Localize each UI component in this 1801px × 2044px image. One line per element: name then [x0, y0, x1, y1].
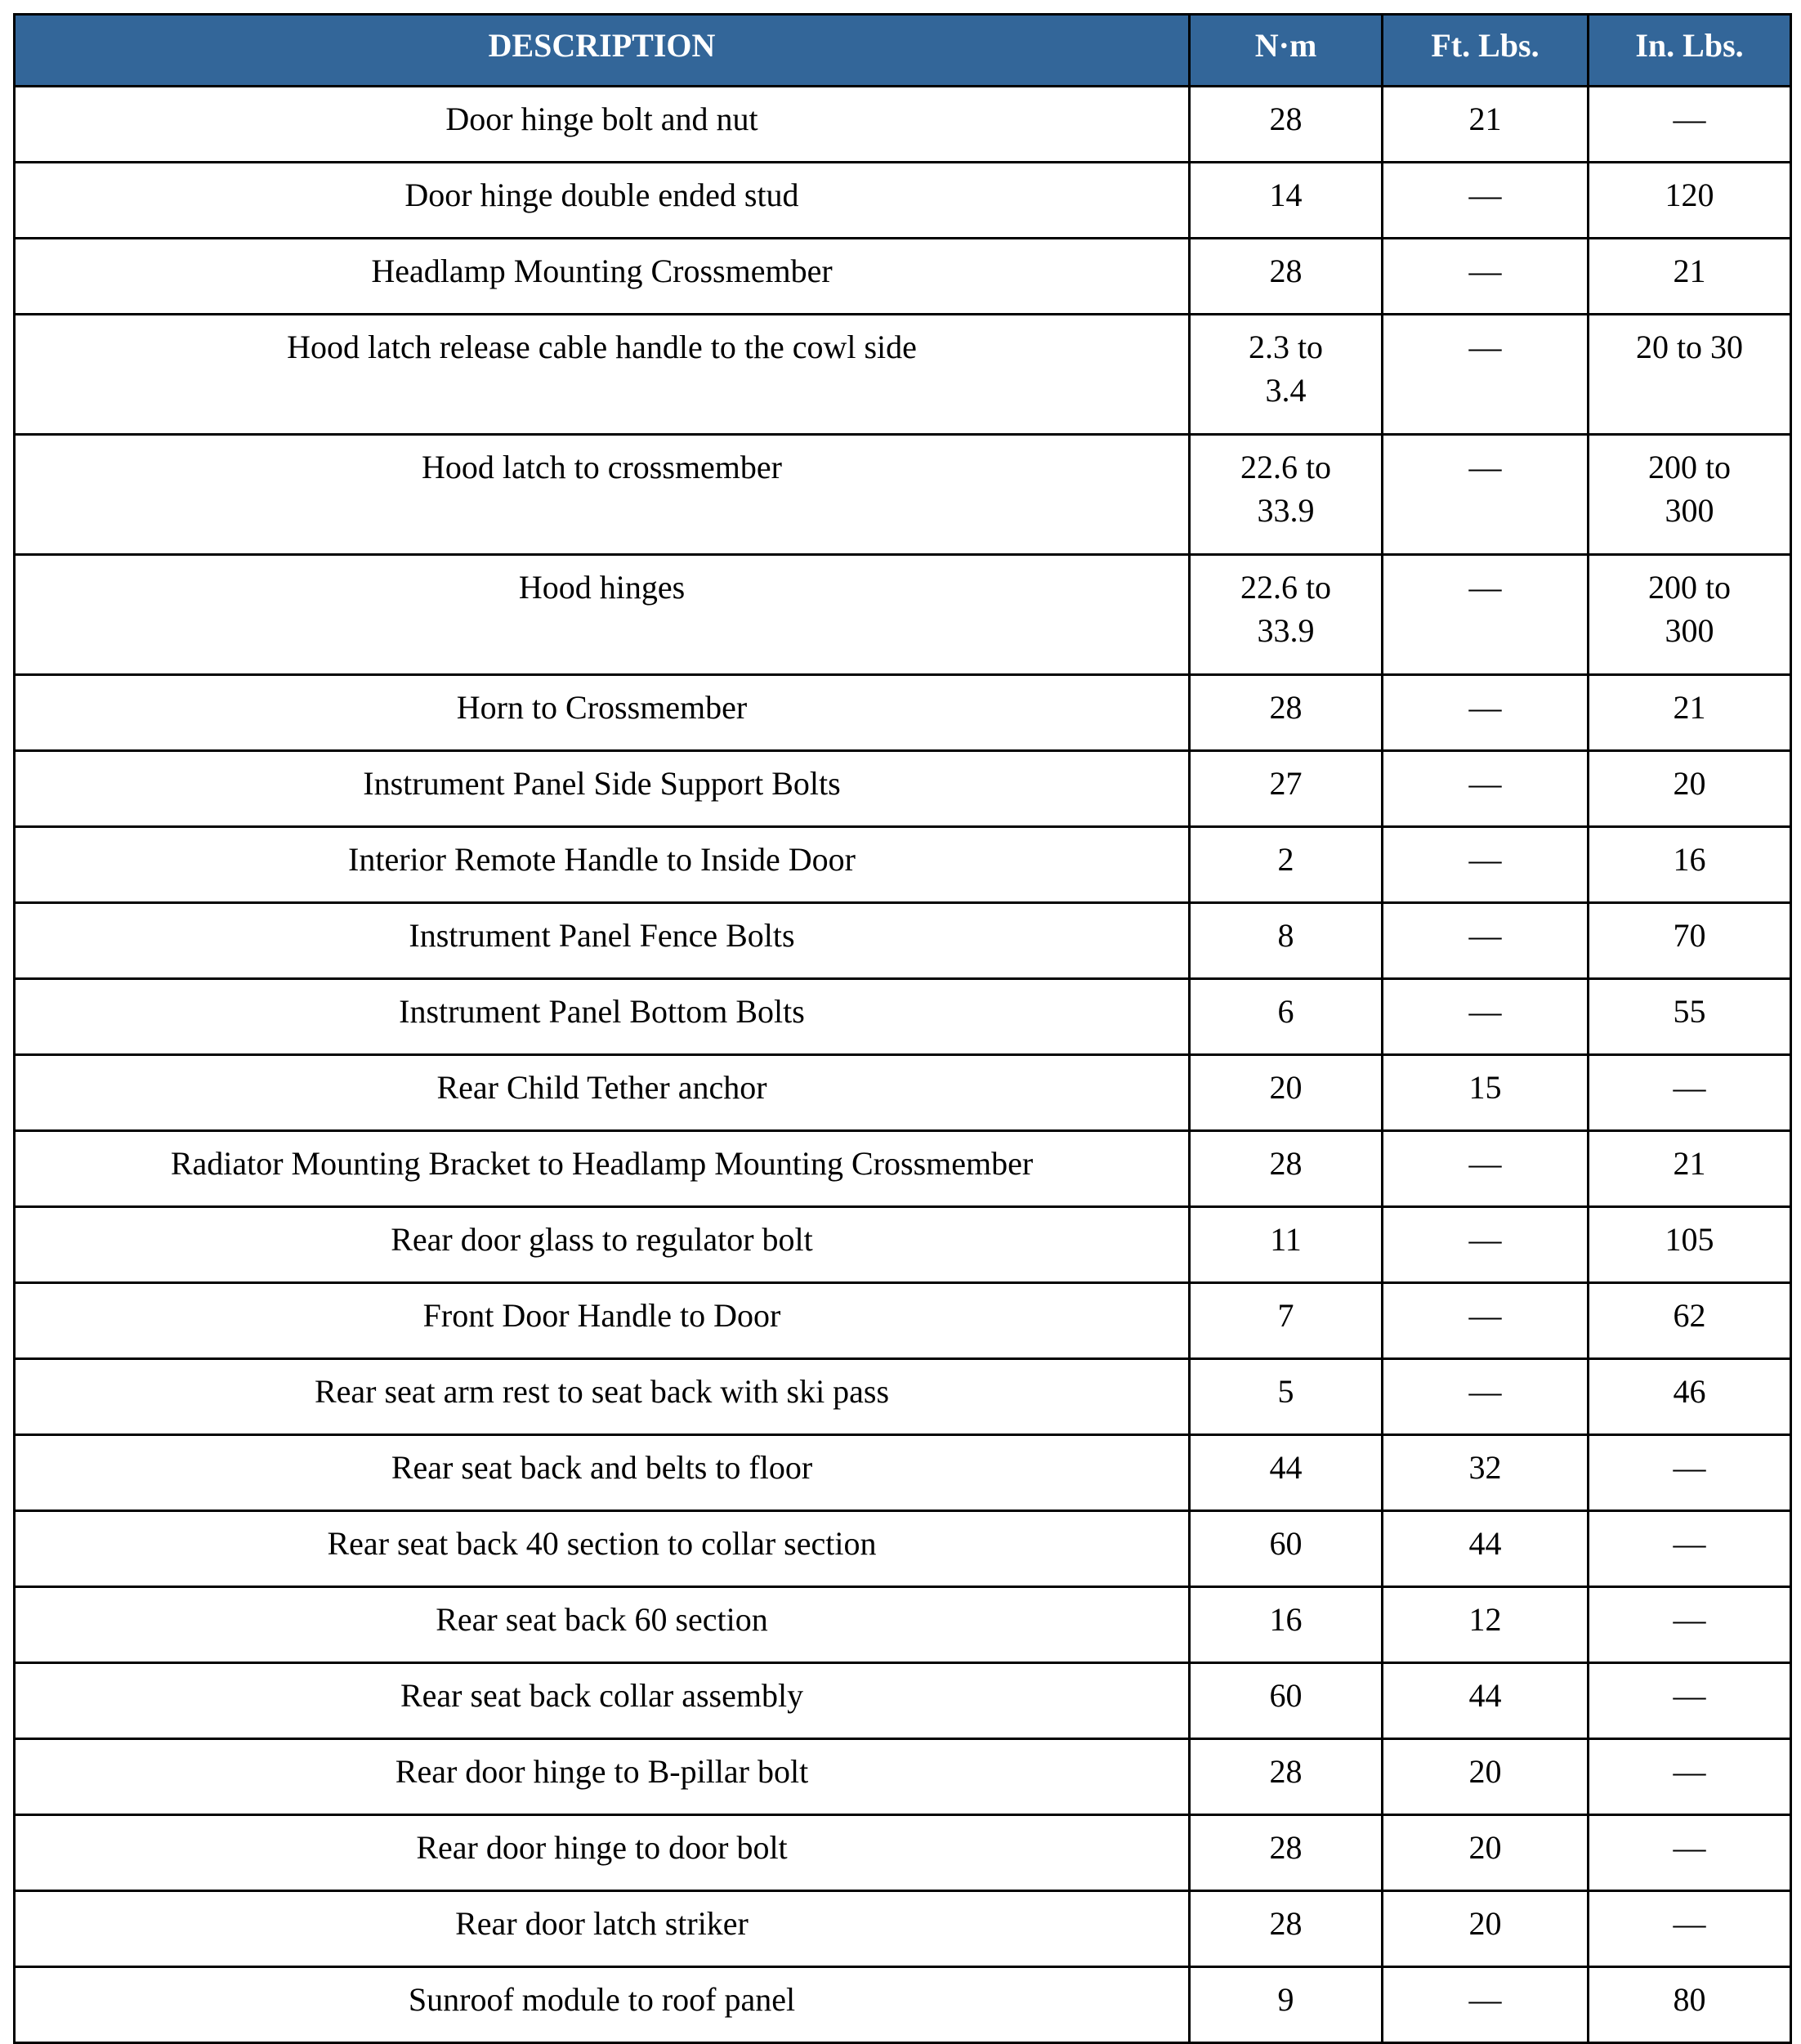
header-inch-pounds: In. Lbs. — [1589, 15, 1791, 87]
table-row — [15, 1207, 1791, 1283]
cell-inch-pounds: — — [1589, 1587, 1791, 1663]
cell-description: Rear door glass to regulator bolt — [15, 1207, 1190, 1283]
cell-foot-pounds: — — [1383, 675, 1589, 751]
cell-description: Hood latch release cable handle to the cowl side — [15, 315, 1190, 435]
cell-foot-pounds: — — [1383, 163, 1589, 239]
cell-foot-pounds: — — [1383, 315, 1589, 435]
cell-inch-pounds: 200 to 300 — [1589, 555, 1791, 675]
cell-description: Hood hinges — [15, 555, 1190, 675]
cell-newton-meters: 11 — [1190, 1207, 1383, 1283]
header-newton-meters: N·m — [1190, 15, 1383, 87]
cell-inch-pounds: 200 to 300 — [1589, 435, 1791, 555]
cell-inch-pounds: 46 — [1589, 1359, 1791, 1435]
cell-newton-meters: 5 — [1190, 1359, 1383, 1435]
table-row — [15, 87, 1791, 163]
cell-foot-pounds: — — [1383, 435, 1589, 555]
table-row — [15, 1891, 1791, 1967]
cell-description: Sunroof module to roof panel — [15, 1967, 1190, 2043]
table-row — [15, 435, 1791, 555]
cell-inch-pounds: — — [1589, 1435, 1791, 1511]
cell-inch-pounds: — — [1589, 1055, 1791, 1131]
cell-newton-meters: 9 — [1190, 1967, 1383, 2043]
cell-newton-meters: 60 — [1190, 1663, 1383, 1739]
cell-newton-meters: 28 — [1190, 1739, 1383, 1815]
cell-newton-meters: 44 — [1190, 1435, 1383, 1511]
cell-newton-meters: 8 — [1190, 903, 1383, 979]
table-row — [15, 1359, 1791, 1435]
cell-foot-pounds: 20 — [1383, 1739, 1589, 1815]
cell-inch-pounds: 70 — [1589, 903, 1791, 979]
cell-newton-meters: 27 — [1190, 751, 1383, 827]
cell-inch-pounds: 55 — [1589, 979, 1791, 1055]
cell-newton-meters: 28 — [1190, 1815, 1383, 1891]
cell-newton-meters: 2.3 to 3.4 — [1190, 315, 1383, 435]
table-row — [15, 903, 1791, 979]
cell-description: Rear seat back 60 section — [15, 1587, 1190, 1663]
cell-inch-pounds: — — [1589, 1891, 1791, 1967]
cell-foot-pounds: — — [1383, 1131, 1589, 1207]
cell-foot-pounds: — — [1383, 751, 1589, 827]
cell-foot-pounds: 12 — [1383, 1587, 1589, 1663]
cell-inch-pounds: 20 — [1589, 751, 1791, 827]
cell-newton-meters: 22.6 to 33.9 — [1190, 435, 1383, 555]
cell-newton-meters: 7 — [1190, 1283, 1383, 1359]
cell-description: Instrument Panel Side Support Bolts — [15, 751, 1190, 827]
cell-inch-pounds: 62 — [1589, 1283, 1791, 1359]
cell-description: Door hinge bolt and nut — [15, 87, 1190, 163]
cell-inch-pounds: 80 — [1589, 1967, 1791, 2043]
cell-inch-pounds: — — [1589, 87, 1791, 163]
cell-foot-pounds: — — [1383, 1283, 1589, 1359]
cell-newton-meters: 28 — [1190, 239, 1383, 315]
cell-newton-meters: 14 — [1190, 163, 1383, 239]
table-row — [15, 827, 1791, 903]
table-row — [15, 1055, 1791, 1131]
cell-description: Rear seat back collar assembly — [15, 1663, 1190, 1739]
table-row — [15, 1663, 1791, 1739]
cell-foot-pounds: 15 — [1383, 1055, 1589, 1131]
cell-description: Rear seat back 40 section to collar section — [15, 1511, 1190, 1587]
cell-foot-pounds: — — [1383, 1207, 1589, 1283]
cell-description: Instrument Panel Bottom Bolts — [15, 979, 1190, 1055]
table-row — [15, 1131, 1791, 1207]
cell-description: Headlamp Mounting Crossmember — [15, 239, 1190, 315]
cell-description: Instrument Panel Fence Bolts — [15, 903, 1190, 979]
cell-description: Rear door hinge to door bolt — [15, 1815, 1190, 1891]
cell-description: Door hinge double ended stud — [15, 163, 1190, 239]
cell-foot-pounds: 44 — [1383, 1511, 1589, 1587]
cell-description: Front Door Handle to Door — [15, 1283, 1190, 1359]
table-row — [15, 1587, 1791, 1663]
cell-newton-meters: 28 — [1190, 675, 1383, 751]
cell-foot-pounds: — — [1383, 903, 1589, 979]
cell-description: Rear door hinge to B-pillar bolt — [15, 1739, 1190, 1815]
cell-inch-pounds: 21 — [1589, 675, 1791, 751]
header-description: DESCRIPTION — [15, 15, 1190, 87]
table-row — [15, 1435, 1791, 1511]
cell-inch-pounds: — — [1589, 1739, 1791, 1815]
cell-inch-pounds: 20 to 30 — [1589, 315, 1791, 435]
cell-newton-meters: 16 — [1190, 1587, 1383, 1663]
cell-description: Rear Child Tether anchor — [15, 1055, 1190, 1131]
torque-spec-table — [13, 13, 1792, 2044]
table-row — [15, 555, 1791, 675]
cell-newton-meters: 22.6 to 33.9 — [1190, 555, 1383, 675]
cell-newton-meters: 28 — [1190, 87, 1383, 163]
table-row — [15, 315, 1791, 435]
cell-foot-pounds: — — [1383, 827, 1589, 903]
cell-newton-meters: 6 — [1190, 979, 1383, 1055]
table-row — [15, 979, 1791, 1055]
cell-inch-pounds: 105 — [1589, 1207, 1791, 1283]
cell-description: Interior Remote Handle to Inside Door — [15, 827, 1190, 903]
cell-foot-pounds: 21 — [1383, 87, 1589, 163]
table-row — [15, 239, 1791, 315]
cell-inch-pounds: — — [1589, 1815, 1791, 1891]
cell-foot-pounds: 20 — [1383, 1815, 1589, 1891]
cell-description: Rear seat arm rest to seat back with ski pass — [15, 1359, 1190, 1435]
table-row — [15, 751, 1791, 827]
cell-description: Hood latch to crossmember — [15, 435, 1190, 555]
table-row — [15, 1815, 1791, 1891]
cell-inch-pounds: 120 — [1589, 163, 1791, 239]
table-row — [15, 1283, 1791, 1359]
table-row — [15, 1739, 1791, 1815]
cell-foot-pounds: — — [1383, 239, 1589, 315]
cell-inch-pounds: — — [1589, 1511, 1791, 1587]
cell-newton-meters: 60 — [1190, 1511, 1383, 1587]
cell-foot-pounds: — — [1383, 979, 1589, 1055]
cell-inch-pounds: 16 — [1589, 827, 1791, 903]
cell-foot-pounds: — — [1383, 555, 1589, 675]
cell-newton-meters: 28 — [1190, 1131, 1383, 1207]
cell-foot-pounds: 32 — [1383, 1435, 1589, 1511]
cell-description: Horn to Crossmember — [15, 675, 1190, 751]
cell-description: Radiator Mounting Bracket to Headlamp Mounting Crossmember — [15, 1131, 1190, 1207]
cell-newton-meters: 2 — [1190, 827, 1383, 903]
table-row — [15, 163, 1791, 239]
table-row — [15, 1967, 1791, 2043]
cell-newton-meters: 28 — [1190, 1891, 1383, 1967]
cell-description: Rear door latch striker — [15, 1891, 1190, 1967]
cell-inch-pounds: 21 — [1589, 239, 1791, 315]
cell-foot-pounds: 20 — [1383, 1891, 1589, 1967]
table-row — [15, 1511, 1791, 1587]
cell-inch-pounds: 21 — [1589, 1131, 1791, 1207]
cell-foot-pounds: — — [1383, 1359, 1589, 1435]
cell-foot-pounds: — — [1383, 1967, 1589, 2043]
cell-inch-pounds: — — [1589, 1663, 1791, 1739]
cell-description: Rear seat back and belts to floor — [15, 1435, 1190, 1511]
header-row — [15, 15, 1791, 87]
cell-foot-pounds: 44 — [1383, 1663, 1589, 1739]
table-row — [15, 675, 1791, 751]
header-foot-pounds: Ft. Lbs. — [1383, 15, 1589, 87]
cell-newton-meters: 20 — [1190, 1055, 1383, 1131]
